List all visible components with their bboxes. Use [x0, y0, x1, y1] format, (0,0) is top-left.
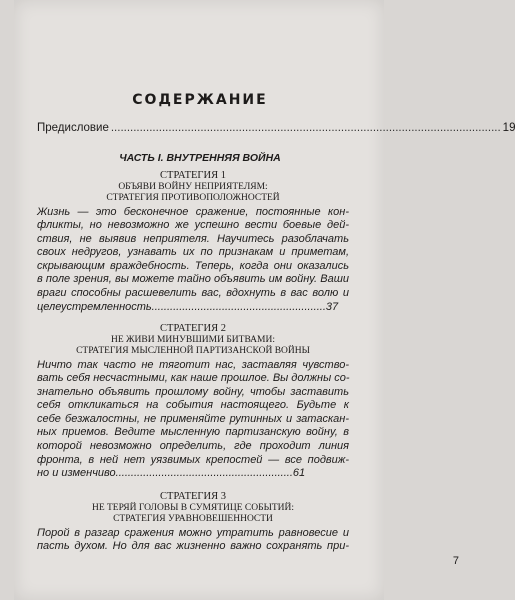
text-line: но и изменчиво..........................................................61	[37, 467, 306, 480]
strategy-number: СТРАТЕГИЯ 3	[160, 491, 226, 502]
text-line: в поле зрения, вы можете тайно объявить им войну. Ваши	[37, 273, 349, 286]
toc-strategy-3	[37, 491, 349, 554]
text-line: себя откликаться на события настоящего. Будьте к	[37, 399, 349, 412]
strategy-heading: ОБЪЯВИ ВОЙНУ НЕПРИЯТЕЛЯМ:	[118, 181, 268, 192]
text-line: Жизнь — это бесконечное сражение, постоянные кон-	[37, 205, 349, 218]
text-line: фликты, но невозможно же успешно вести боевые дей-	[37, 219, 349, 232]
toc-strategy-1	[37, 170, 349, 314]
strategy-number: СТРАТЕГИЯ 1	[160, 170, 226, 181]
preface-label: Предисловие	[37, 122, 109, 134]
leader-dots: ..........................................................................................................................	[110, 122, 501, 134]
text-line: фронта, в ней нет уязвимых крепостей — все подвиж-	[37, 453, 349, 466]
strategy-number: СТРАТЕГИЯ 2	[160, 323, 226, 334]
text-line: ствия, не выявив неприятеля. Научитесь разоблачать	[37, 232, 349, 245]
text-line: ных приемов. Ведите мысленную партизанскую войну, в	[37, 426, 349, 439]
part-heading: ЧАСТЬ I. ВНУТРЕННЯЯ ВОЙНА	[119, 152, 281, 164]
text-line: целеустремленность.........................................................37	[37, 300, 339, 313]
preface-page: 19	[502, 122, 515, 134]
page-number: 7	[452, 555, 459, 567]
text-line: Ничто так часто не тяготит нас, заставляя чувство-	[37, 358, 349, 371]
strategy-description	[37, 206, 349, 315]
strategy-description	[37, 359, 349, 481]
text-line: пасть духом. Но для вас жизненно важно сохранять при-	[37, 540, 349, 553]
text-line: Порой в разгар сражения можно утратить равновесие и	[37, 526, 349, 539]
strategy-heading: НЕ ТЕРЯЙ ГОЛОВЫ В СУМЯТИЦЕ СОБЫТИЙ:	[91, 502, 295, 513]
text-line: себе безжалостны, не применяйте рутинных и затаскан-	[37, 412, 349, 425]
toc-strategy-2	[37, 323, 349, 481]
strategy-subheading: СТРАТЕГИЯ ПРОТИВОПОЛОЖНОСТЕЙ	[106, 193, 280, 203]
text-line: враги способны расшевелить вас, вдохнуть в вас волю и	[37, 287, 349, 300]
toc-entry-preface	[37, 122, 515, 134]
text-line: скрывающим враждебность. Теперь, когда они оказались	[37, 259, 349, 272]
strategy-subheading: СТРАТЕГИЯ МЫСЛЕННОЙ ПАРТИЗАНСКОЙ ВОЙНЫ	[76, 346, 310, 356]
strategy-subheading: СТРАТЕГИЯ УРАВНОВЕШЕННОСТИ	[113, 514, 273, 524]
text-line: которой невозможно определить, где проходит линия	[37, 440, 349, 453]
text-line: вать себя несчастными, как наше прошлое. Вы должны со-	[37, 372, 350, 385]
strategy-description	[37, 527, 349, 554]
text-line: знательно объявить прошлому войну, чтобы заставить	[37, 385, 349, 398]
text-line: своих недругов, узнавать их по признакам и приметам,	[37, 246, 349, 259]
strategy-heading: НЕ ЖИВИ МИНУВШИМИ БИТВАМИ:	[110, 334, 275, 345]
page-title: СОДЕРЖАНИЕ	[132, 92, 268, 108]
